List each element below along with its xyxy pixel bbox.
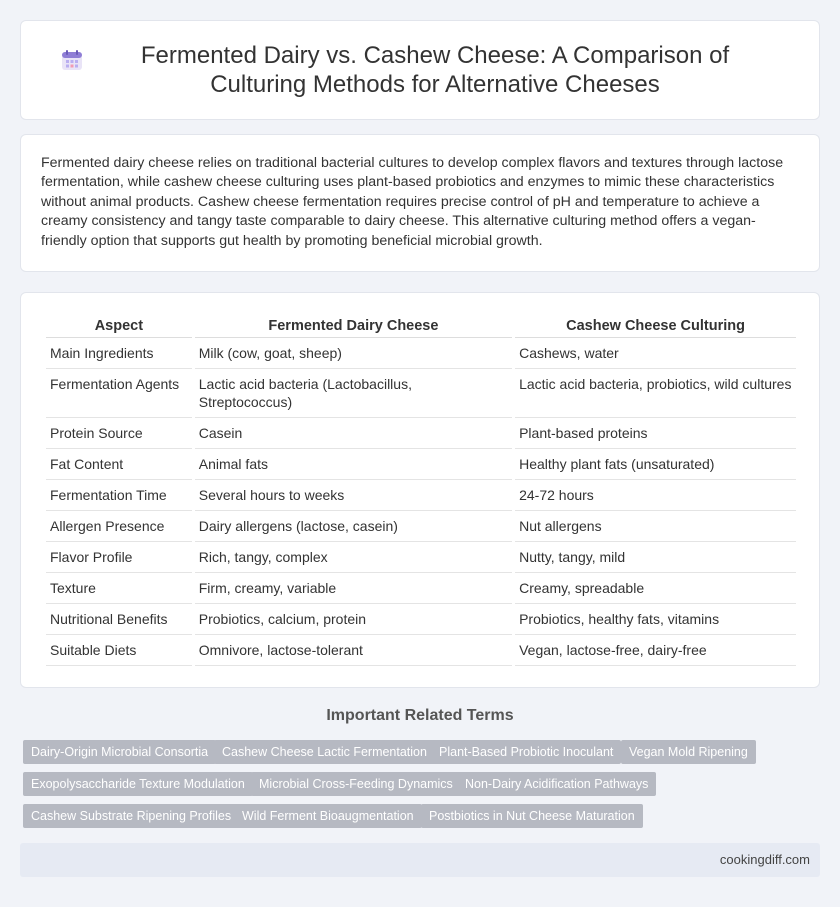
- related-term-tag[interactable]: Microbial Cross-Feeding Dynamics: [251, 772, 461, 796]
- table-cell-aspect: Protein Source: [46, 418, 192, 449]
- column-header-aspect: Aspect: [46, 315, 192, 338]
- table-cell-aspect: Allergen Presence: [46, 511, 192, 542]
- summary-card: [20, 134, 820, 272]
- comparison-table: [43, 315, 799, 666]
- related-term-tag[interactable]: Non-Dairy Acidification Pathways: [457, 772, 656, 796]
- related-term-tag[interactable]: Wild Ferment Bioaugmentation: [234, 804, 422, 828]
- table-cell-cashew: Creamy, spreadable: [515, 573, 796, 604]
- table-cell-dairy: Milk (cow, goat, sheep): [195, 338, 512, 369]
- comparison-card: [20, 292, 820, 688]
- table-header-row: [46, 315, 796, 338]
- table-cell-cashew: Probiotics, healthy fats, vitamins: [515, 604, 796, 635]
- table-row: [46, 449, 796, 480]
- table-cell-cashew: Healthy plant fats (unsaturated): [515, 449, 796, 480]
- footer: [20, 843, 820, 877]
- column-header-cashew: Cashew Cheese Culturing: [515, 315, 796, 338]
- table-cell-dairy: Several hours to weeks: [195, 480, 512, 511]
- table-row: [46, 369, 796, 418]
- table-cell-cashew: Nut allergens: [515, 511, 796, 542]
- summary-paragraph: Fermented dairy cheese relies on traditional bacterial cultures to develop complex flavors and textures through lactose fermentation, while cashew cheese culturing uses plant-based probiotics and enzymes to mimic these characteristics without animal products. Cashew cheese fermentation requires precise control of pH and temperature to achieve a creamy consistency and tangy taste comparable to dairy cheese. This alternative culturing method offers a vegan-friendly option that supports gut health by promoting beneficial microbial growth.: [41, 155, 784, 249]
- title-card: [20, 20, 820, 120]
- table-cell-aspect: Fermentation Agents: [46, 369, 192, 418]
- table-cell-cashew: Nutty, tangy, mild: [515, 542, 796, 573]
- table-cell-dairy: Dairy allergens (lactose, casein): [195, 511, 512, 542]
- table-cell-aspect: Fat Content: [46, 449, 192, 480]
- table-row: [46, 604, 796, 635]
- table-cell-cashew: Vegan, lactose-free, dairy-free: [515, 635, 796, 666]
- table-row: [46, 511, 796, 542]
- column-header-dairy: Fermented Dairy Cheese: [195, 315, 512, 338]
- table-cell-cashew: Cashews, water: [515, 338, 796, 369]
- table-row: [46, 542, 796, 573]
- related-terms-heading: Important Related Terms: [326, 707, 514, 724]
- table-cell-dairy: Probiotics, calcium, protein: [195, 604, 512, 635]
- related-term-tag[interactable]: Vegan Mold Ripening: [621, 740, 756, 764]
- related-term-tag[interactable]: Plant-Based Probiotic Inoculant: [431, 740, 621, 764]
- table-row: [46, 418, 796, 449]
- table-cell-dairy: Animal fats: [195, 449, 512, 480]
- table-cell-aspect: Main Ingredients: [46, 338, 192, 369]
- table-row: [46, 573, 796, 604]
- table-cell-dairy: Casein: [195, 418, 512, 449]
- related-term-tag[interactable]: Exopolysaccharide Texture Modulation: [23, 772, 253, 796]
- table-row: [46, 480, 796, 511]
- table-cell-dairy: Firm, creamy, variable: [195, 573, 512, 604]
- footer-site-name[interactable]: cookingdiff.com: [719, 852, 810, 867]
- related-term-tag[interactable]: Dairy-Origin Microbial Consortia: [23, 740, 216, 764]
- table-cell-aspect: Flavor Profile: [46, 542, 192, 573]
- table-cell-cashew: Lactic acid bacteria, probiotics, wild cultures: [515, 369, 796, 418]
- table-cell-dairy: Omnivore, lactose-tolerant: [195, 635, 512, 666]
- related-term-tag[interactable]: Cashew Cheese Lactic Fermentation: [214, 740, 435, 764]
- table-cell-cashew: Plant-based proteins: [515, 418, 796, 449]
- related-term-tag[interactable]: Postbiotics in Nut Cheese Maturation: [421, 804, 643, 828]
- page-title: Fermented Dairy vs. Cashew Cheese: A Comparison of Culturing Methods for Alternative Cheeses: [140, 42, 730, 98]
- table-row: [46, 338, 796, 369]
- table-cell-aspect: Nutritional Benefits: [46, 604, 192, 635]
- table-cell-cashew: 24-72 hours: [515, 480, 796, 511]
- table-cell-dairy: Rich, tangy, complex: [195, 542, 512, 573]
- table-row: [46, 635, 796, 666]
- table-cell-aspect: Texture: [46, 573, 192, 604]
- related-term-tag[interactable]: Cashew Substrate Ripening Profiles: [23, 804, 239, 828]
- table-cell-aspect: Suitable Diets: [46, 635, 192, 666]
- table-cell-aspect: Fermentation Time: [46, 480, 192, 511]
- table-cell-dairy: Lactic acid bacteria (Lactobacillus, Streptococcus): [195, 369, 512, 418]
